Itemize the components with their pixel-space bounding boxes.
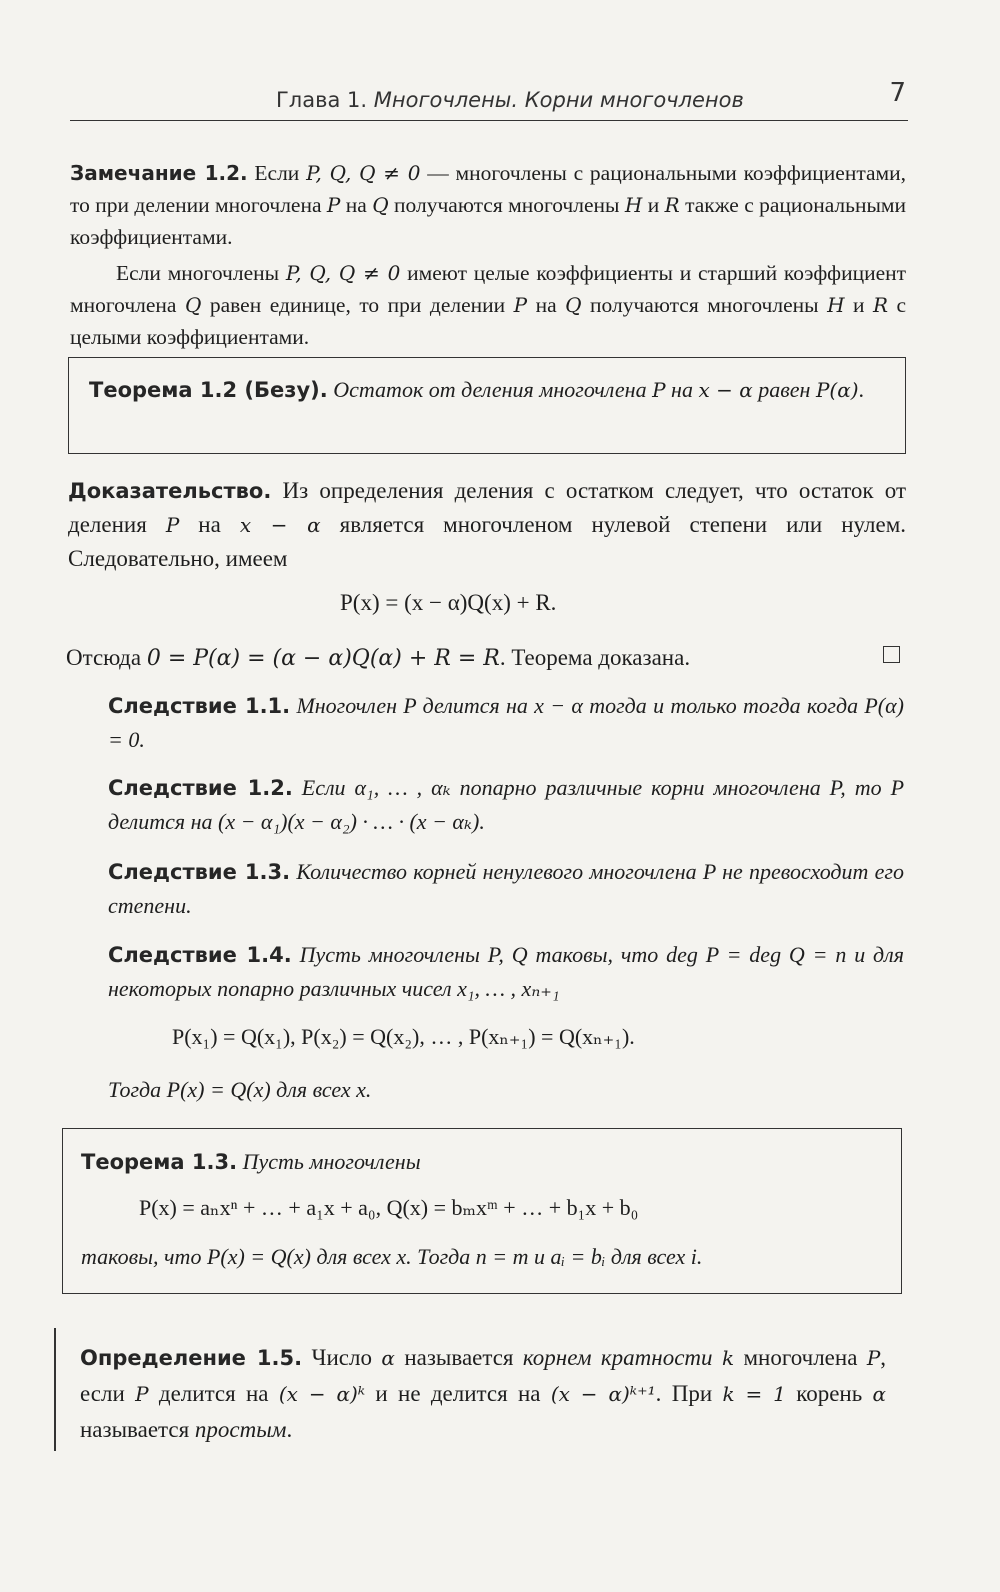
remark-label: Замечание 1.2. <box>70 161 248 185</box>
definition-1-5-text: Определение 1.5. Число α называется корнем кратности k многочлена P, если P делится на (x − α)ᵏ и не делится на (x − α)ᵏ⁺¹. При k = 1 корень α называется простым. <box>80 1345 887 1442</box>
corollary-1-4 <box>108 938 904 1006</box>
theorem-1-3-intro-line: Теорема 1.3. Пусть многочлены <box>81 1149 421 1174</box>
corollary-1-4-equation: P(x₁) = Q(x₁), P(x₂) = Q(x₂), … , P(xₙ₊₁) = Q(xₙ₊₁). <box>172 1024 635 1049</box>
corollary-1-3-text: Количество корней ненулевого многочлена P не превосходит его степени. <box>108 859 905 918</box>
proof-label: Доказательство. <box>68 479 272 503</box>
theorem-1-3-box <box>62 1128 902 1294</box>
corollary-1-3-label: Следствие 1.3. <box>108 860 291 884</box>
theorem-1-3-equation: P(x) = aₙxⁿ + … + a₁x + a₀, Q(x) = bₘxᵐ + … + b₁x + b₀ <box>139 1195 639 1220</box>
definition-1-5-label: Определение 1.5. <box>80 1346 303 1370</box>
page-number: 7 <box>889 78 906 108</box>
corollary-1-1-text: Многочлен P делится на x − α тогда и только тогда когда P(α) = 0. <box>108 693 905 752</box>
definition-margin-bar <box>54 1328 56 1451</box>
theorem-1-2-label: Теорема 1.2 (Безу). <box>89 378 328 402</box>
corollary-1-1 <box>108 689 904 757</box>
corollary-1-3 <box>108 855 904 923</box>
proof-equation: P(x) = (x − α)Q(x) + R. <box>340 590 557 615</box>
corollary-1-4-label: Следствие 1.4. <box>108 943 292 967</box>
proof-conclusion: Отсюда 0 = P(α) = (α − α)Q(α) + R = R. Теорема доказана. <box>66 645 691 671</box>
proof-text: Доказательство. Из определения деления с остатком следует, что остаток от деления P на x − α является многочленом нулевой степени или нулем. Следовательно, имеем <box>68 478 907 571</box>
corollary-1-4-tail: Тогда P(x) = Q(x) для всех x. <box>108 1077 372 1102</box>
theorem-1-3-tail: таковы, что P(x) = Q(x) для всех x. Тогда n = m и aᵢ = bᵢ для всех i. <box>81 1244 703 1269</box>
corollary-1-2-label: Следствие 1.2. <box>108 776 293 800</box>
proof <box>68 474 906 576</box>
remark-1-2 <box>70 157 906 353</box>
qed-square-icon <box>883 646 900 663</box>
theorem-1-3-label: Теорема 1.3. <box>81 1150 238 1174</box>
remark-paragraph-1: Замечание 1.2. Если P, Q, Q ≠ 0 — многочлены с рациональными коэффициентами, то при делении многочлена P на Q получаются многочлены H и R также с рациональными коэффициентами. <box>70 161 907 249</box>
theorem-1-2-text: Теорема 1.2 (Безу). Остаток от деления многочлена P на x − α равен P(α). <box>89 377 865 402</box>
remark-paragraph-2: Если многочлены P, Q, Q ≠ 0 имеют целые коэффициенты и старший коэффициент многочлена Q равен единице, то при делении P на Q получаются многочлены H и R с целыми коэффициентами. <box>70 261 907 349</box>
theorem-1-2-box <box>68 357 906 454</box>
corollary-1-2-text: Если α₁, … , αₖ попарно различные корни многочлена P, то P делится на (x − α₁)(x − α₂) · … · (x − αₖ). <box>108 775 905 834</box>
definition-1-5 <box>80 1340 886 1447</box>
corollary-1-2 <box>108 771 904 839</box>
corollary-1-1-label: Следствие 1.1. <box>108 694 291 718</box>
running-header <box>70 78 908 121</box>
chapter-title: Глава 1. Многочлены. Корни многочленов <box>276 88 744 112</box>
corollary-1-4-text: Пусть многочлены P, Q таковы, что deg P = deg Q = n и для некоторых попарно различных чисел x₁, … , xₙ₊₁ <box>108 942 904 1001</box>
